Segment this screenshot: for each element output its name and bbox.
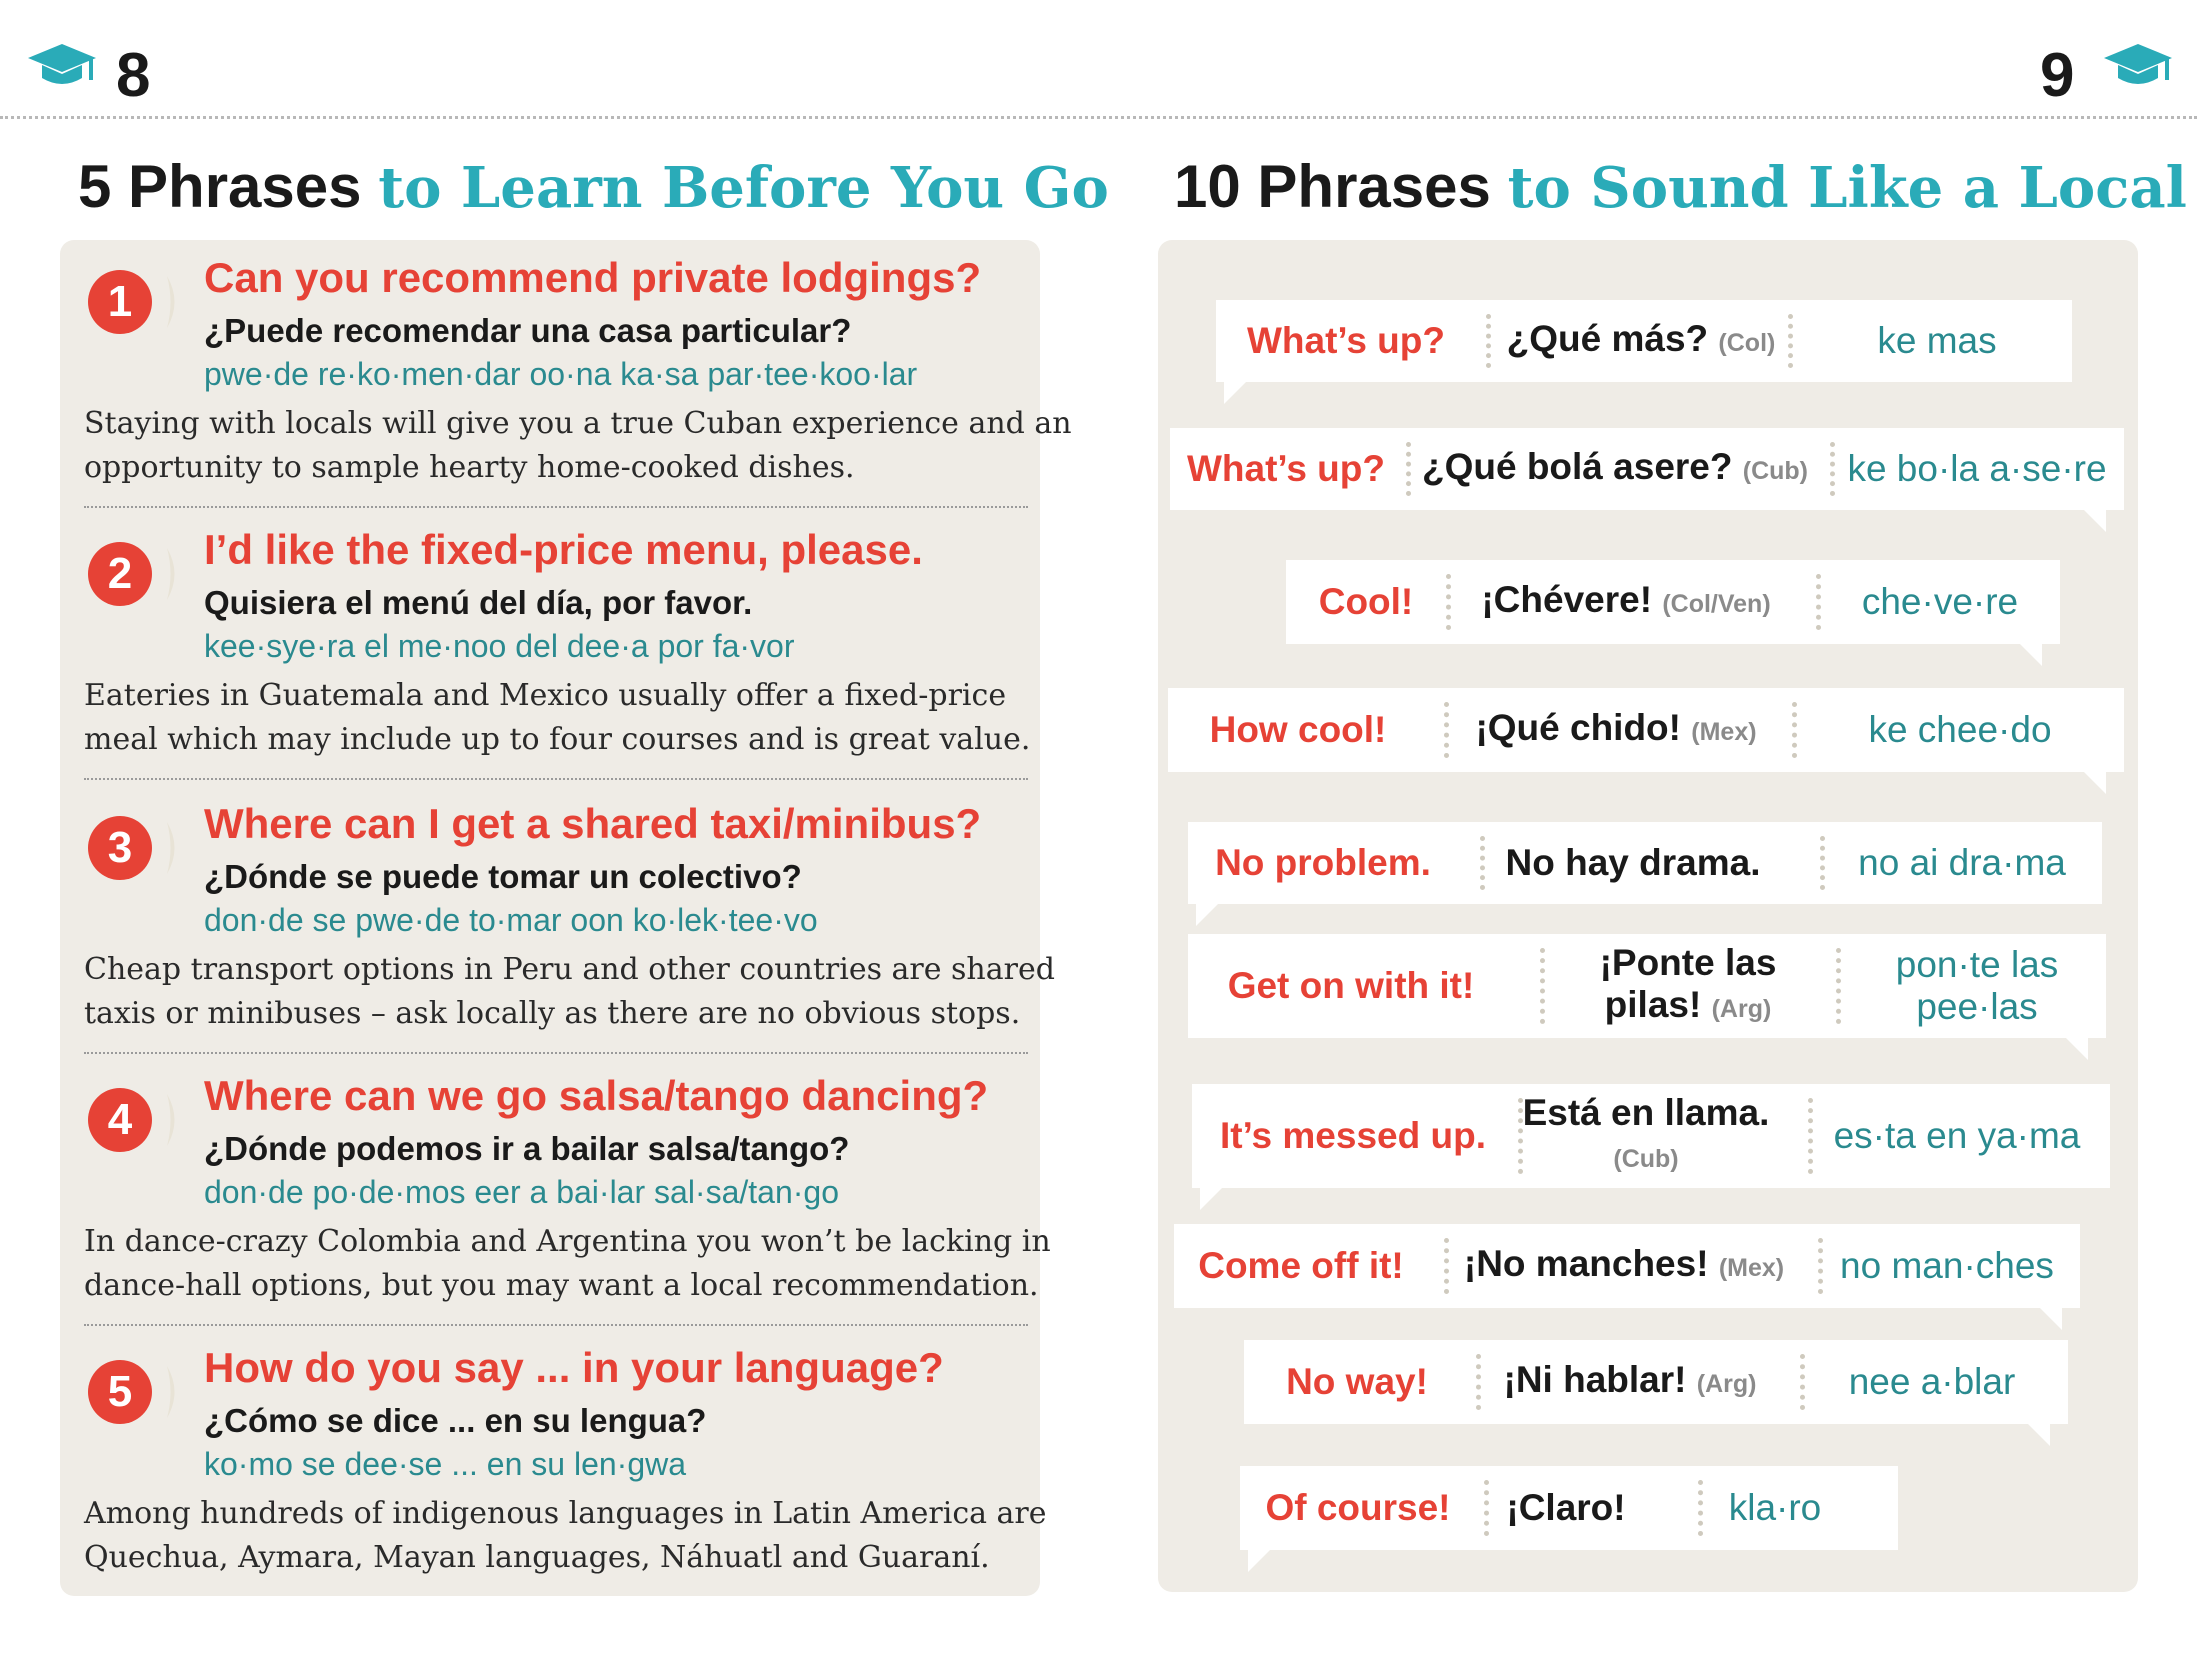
local-phrase-spanish	[1478, 822, 1788, 904]
region-tag: (Arg)	[1711, 995, 1772, 1023]
local-phrase-english: Come off it!	[1198, 1245, 1404, 1286]
local-phrase-pronunciation: kla·ro	[1728, 1487, 1822, 1528]
region-tag: (Mex)	[1718, 1254, 1785, 1282]
column-divider	[1540, 948, 1545, 1024]
column-divider	[1818, 1238, 1823, 1294]
region-tag: (Mex)	[1691, 718, 1757, 746]
column-divider	[1480, 836, 1485, 890]
local-phrase-spanish	[1404, 428, 1826, 510]
phrase-english: Can you recommend private lodgings?	[204, 254, 982, 301]
column-divider	[1792, 702, 1797, 758]
spanish-words: No hay drama.	[1505, 842, 1761, 883]
column-divider	[1820, 836, 1825, 890]
chevron-right-icon	[164, 820, 184, 876]
local-phrase-bubble	[1192, 1084, 2110, 1188]
header-divider	[0, 116, 2197, 119]
local-phrase-spanish-text	[1506, 1487, 1625, 1529]
local-phrase-spanish-text	[1422, 446, 1808, 492]
chevron-right-icon	[164, 274, 184, 330]
local-phrase-english: Cool!	[1318, 581, 1414, 622]
phrase-spanish: ¿Puede recomendar una casa particular?	[204, 312, 852, 349]
column-divider	[1444, 702, 1449, 758]
phrase-english: Where can we go salsa/tango dancing?	[204, 1072, 989, 1119]
bubble-tail	[2066, 1038, 2088, 1060]
phrase-item	[60, 526, 1030, 796]
region-tag: (Col)	[1718, 329, 1776, 357]
local-phrase-pronunciation: ke bo·la a·se·re	[1847, 448, 2107, 489]
phrase-number-badge: 4	[88, 1088, 152, 1152]
local-phrase-english: No way!	[1286, 1361, 1428, 1402]
column-divider	[1444, 1238, 1449, 1294]
phrase-divider	[84, 1324, 1028, 1326]
bubble-tail	[1196, 904, 1218, 926]
region-tag: (Arg)	[1696, 1370, 1757, 1398]
phrase-spanish: ¿Dónde se puede tomar un colectivo?	[204, 858, 802, 895]
chevron-right-icon	[164, 1092, 184, 1148]
spanish-words: ¡Chévere!	[1481, 579, 1653, 620]
spanish-words: ¡No manches!	[1463, 1243, 1709, 1284]
spanish-words: ¿Qué más?	[1506, 318, 1709, 359]
left-section-title	[78, 152, 1109, 221]
local-phrase-spanish-text	[1507, 318, 1776, 364]
local-phrase-spanish	[1446, 560, 1806, 644]
local-phrase-bubble	[1286, 560, 2060, 644]
spanish-words: ¡Ponte las pilas!	[1599, 942, 1777, 1025]
local-phrase-spanish	[1552, 934, 1824, 1038]
chevron-right-icon	[164, 546, 184, 602]
phrase-english: I’d like the fixed-price menu, please.	[204, 526, 923, 573]
local-phrase-bubble	[1244, 1340, 2068, 1424]
column-divider	[1484, 1480, 1489, 1536]
phrase-note: Among hundreds of indigenous languages in Latin America are Quechua, Aymara, Mayan languages, Náhuatl and Guaraní.	[84, 1496, 1047, 1575]
phrase-pronunciation: don·de po·de·mos eer a bai·lar sal·sa/tan·go	[204, 1174, 839, 1210]
local-phrase-spanish-text	[1522, 1092, 1770, 1180]
page-number-right: 9	[2040, 41, 2075, 110]
local-phrase-pronunciation: pon·te las pee·las	[1895, 944, 2059, 1027]
bubble-tail	[2084, 772, 2106, 794]
phrase-spanish: Quisiera el menú del día, por favor.	[204, 584, 753, 621]
graduation-cap-icon	[26, 38, 98, 98]
bubble-tail	[1224, 382, 1246, 404]
column-divider	[1808, 1098, 1813, 1174]
phrase-pronunciation: kee·sye·ra el me·noo del dee·a por fa·vor	[204, 628, 795, 664]
bubble-tail	[2084, 510, 2106, 532]
column-divider	[1486, 314, 1491, 368]
local-phrase-spanish-text	[1464, 1243, 1784, 1289]
bubble-tail	[2020, 644, 2042, 666]
column-divider	[1800, 1354, 1805, 1410]
column-divider	[1518, 1098, 1523, 1174]
page-number-left: 8	[116, 41, 151, 110]
right-title-part1: 10 Phrases	[1174, 153, 1491, 220]
local-phrase-pronunciation: no ai dra·ma	[1858, 842, 2066, 883]
phrase-number-badge: 5	[88, 1360, 152, 1424]
phrase-item	[60, 800, 1055, 1070]
spanish-words: ¡Ni hablar!	[1503, 1359, 1687, 1400]
local-phrase-spanish	[1442, 1224, 1806, 1308]
phrase-pronunciation: pwe·de re·ko·men·dar oo·na ka·sa par·tee·koo·lar	[204, 356, 918, 392]
spanish-words: ¿Qué bolá asere?	[1421, 446, 1733, 487]
phrase-divider	[84, 778, 1028, 780]
local-phrase-bubble	[1174, 1224, 2080, 1308]
phrase-note: Cheap transport options in Peru and other countries are shared taxis or minibuses – ask locally as there are no obvious stops.	[84, 952, 1055, 1031]
phrase-english: Where can I get a shared taxi/minibus?	[204, 800, 982, 847]
column-divider	[1788, 314, 1793, 368]
local-phrase-english: Get on with it!	[1227, 965, 1475, 1006]
local-phrase-spanish-text	[1506, 842, 1761, 884]
local-phrase-spanish	[1506, 300, 1776, 382]
phrase-note: Staying with locals will give you a true Cuban experience and an opportunity to sample hearty home-cooked dishes.	[84, 406, 1072, 485]
local-phrase-pronunciation: es·ta en ya·ma	[1833, 1115, 2081, 1156]
local-phrase-pronunciation: che·ve·re	[1861, 581, 2019, 622]
local-phrase-bubble	[1216, 300, 2072, 382]
local-phrase-bubble	[1240, 1466, 1898, 1550]
local-phrase-spanish	[1480, 1340, 1780, 1424]
chevron-right-icon	[164, 1364, 184, 1420]
phrase-number-badge: 2	[88, 542, 152, 606]
bubble-tail	[1248, 1550, 1270, 1572]
local-phrase-english: Of course!	[1265, 1487, 1451, 1528]
column-divider	[1830, 442, 1835, 496]
phrase-number-badge: 1	[88, 270, 152, 334]
phrase-item	[60, 1344, 1047, 1614]
phrase-pronunciation: ko·mo se dee·se ... en su len·gwa	[204, 1446, 687, 1482]
graduation-cap-icon	[2102, 38, 2174, 98]
bubble-tail	[2040, 1308, 2062, 1330]
local-phrase-bubble	[1188, 822, 2102, 904]
right-section-title	[1174, 152, 2187, 221]
phrase-divider	[84, 506, 1028, 508]
left-title-part1: 5 Phrases	[78, 153, 362, 220]
column-divider	[1816, 574, 1821, 630]
local-phrase-bubble	[1188, 934, 2106, 1038]
local-phrase-spanish-text	[1504, 1359, 1757, 1405]
phrase-note: Eateries in Guatemala and Mexico usually offer a fixed-price meal which may include up to four courses and is great value.	[84, 678, 1031, 757]
local-phrase-bubble	[1168, 688, 2124, 772]
phrase-pronunciation: don·de se pwe·de to·mar oon ko·lek·tee·vo	[204, 902, 818, 938]
region-tag: (Col/Ven)	[1662, 590, 1771, 618]
phrase-number-badge: 3	[88, 816, 152, 880]
local-phrase-spanish-text	[1552, 942, 1824, 1030]
phrase-item	[60, 1072, 1051, 1342]
column-divider	[1698, 1480, 1703, 1536]
local-phrase-spanish	[1444, 688, 1788, 772]
bubble-tail	[1200, 1188, 1222, 1210]
local-phrase-pronunciation: no man·ches	[1840, 1245, 2054, 1286]
left-title-part2: to Learn Before You Go	[378, 155, 1109, 221]
local-phrase-bubble	[1170, 428, 2124, 510]
region-tag: (Cub)	[1613, 1145, 1679, 1173]
local-phrase-pronunciation: ke chee·do	[1868, 709, 2052, 750]
phrase-note: In dance-crazy Colombia and Argentina you won’t be lacking in dance-hall options, but you may want a local recommendation.	[84, 1224, 1051, 1303]
column-divider	[1836, 948, 1841, 1024]
bubble-tail	[2028, 1424, 2050, 1446]
local-phrase-english: It’s messed up.	[1220, 1115, 1486, 1156]
phrase-english: How do you say ... in your language?	[204, 1344, 944, 1391]
local-phrase-english: What’s up?	[1187, 448, 1385, 489]
phrase-item	[60, 254, 1072, 524]
right-title-part2: to Sound Like a Local	[1507, 155, 2187, 221]
spanish-words: Está en llama.	[1522, 1092, 1770, 1133]
spanish-words: ¡Claro!	[1506, 1487, 1626, 1528]
local-phrase-english: What’s up?	[1247, 320, 1445, 361]
local-phrase-spanish	[1522, 1084, 1770, 1188]
local-phrase-pronunciation: ke mas	[1877, 320, 1997, 361]
region-tag: (Cub)	[1742, 457, 1809, 485]
local-phrase-spanish-text	[1481, 579, 1770, 625]
local-phrase-english: How cool!	[1209, 709, 1387, 750]
phrase-divider	[84, 1052, 1028, 1054]
column-divider	[1446, 574, 1451, 630]
phrase-spanish: ¿Dónde podemos ir a bailar salsa/tango?	[204, 1130, 850, 1167]
column-divider	[1406, 442, 1411, 496]
local-phrase-spanish	[1480, 1466, 1652, 1550]
local-phrase-pronunciation: nee a·blar	[1848, 1361, 2016, 1402]
spanish-words: ¡Qué chido!	[1475, 707, 1681, 748]
local-phrase-english: No problem.	[1215, 842, 1431, 883]
column-divider	[1476, 1354, 1481, 1410]
local-phrase-spanish-text	[1475, 707, 1756, 753]
phrase-spanish: ¿Cómo se dice ... en su lengua?	[204, 1402, 707, 1439]
